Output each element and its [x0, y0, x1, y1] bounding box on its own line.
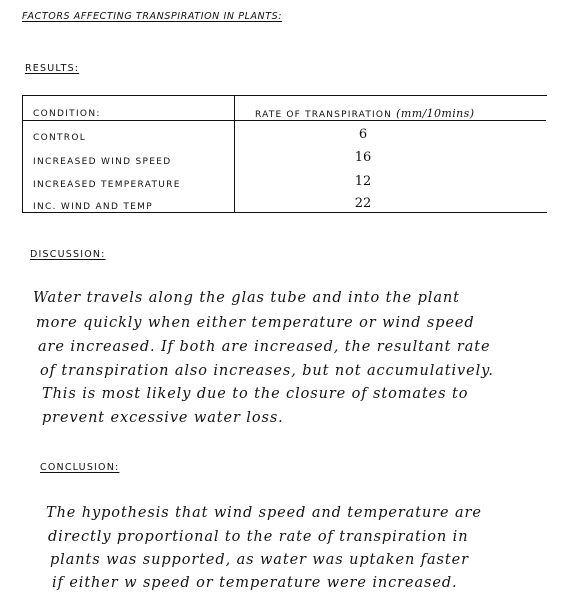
conclusion-line: directly proportional to the rate of transpiration in [48, 529, 469, 545]
header-rate [255, 107, 474, 120]
discussion-line: prevent excessive water loss. [42, 410, 284, 426]
header-condition: CONDITION: [33, 109, 101, 119]
discussion-line: of transpiration also increases, but not accumulatively. [40, 363, 494, 379]
results-heading: RESULTS: [25, 63, 80, 74]
discussion-line: Water travels along the glas tube and into the plant [33, 290, 460, 306]
table-header-divider [23, 120, 546, 121]
discussion-heading: DISCUSSION: [30, 249, 106, 260]
row-condition: INCREASED WIND SPEED [33, 157, 172, 167]
header-rate-label: RATE OF TRANSPIRATION [255, 110, 393, 120]
row-condition: INC. WIND AND TEMP [33, 202, 153, 212]
row-rate: 12 [354, 174, 372, 189]
table-column-divider [234, 96, 235, 212]
conclusion-heading: CONCLUSION: [40, 462, 120, 473]
header-rate-unit: (mm/10mins) [396, 107, 475, 120]
discussion-line: more quickly when either temperature or wind speed [36, 315, 475, 331]
discussion-line: are increased. If both are increased, the resultant rate [38, 339, 491, 355]
row-rate: 16 [354, 150, 372, 165]
row-condition: CONTROL [33, 133, 87, 143]
row-rate: 6 [358, 127, 368, 142]
results-table [22, 95, 547, 213]
row-condition: INCREASED TEMPERATURE [33, 180, 181, 190]
page-title: FACTORS AFFECTING TRANSPIRATION IN PLANTS: [22, 11, 283, 22]
row-rate: 22 [354, 196, 372, 211]
conclusion-line: if either w speed or temperature were increased. [52, 575, 458, 591]
conclusion-line: The hypothesis that wind speed and temperature are [46, 505, 482, 521]
discussion-line: This is most likely due to the closure of stomates to [42, 386, 469, 402]
conclusion-line: plants was supported, as water was uptaken faster [50, 552, 469, 568]
